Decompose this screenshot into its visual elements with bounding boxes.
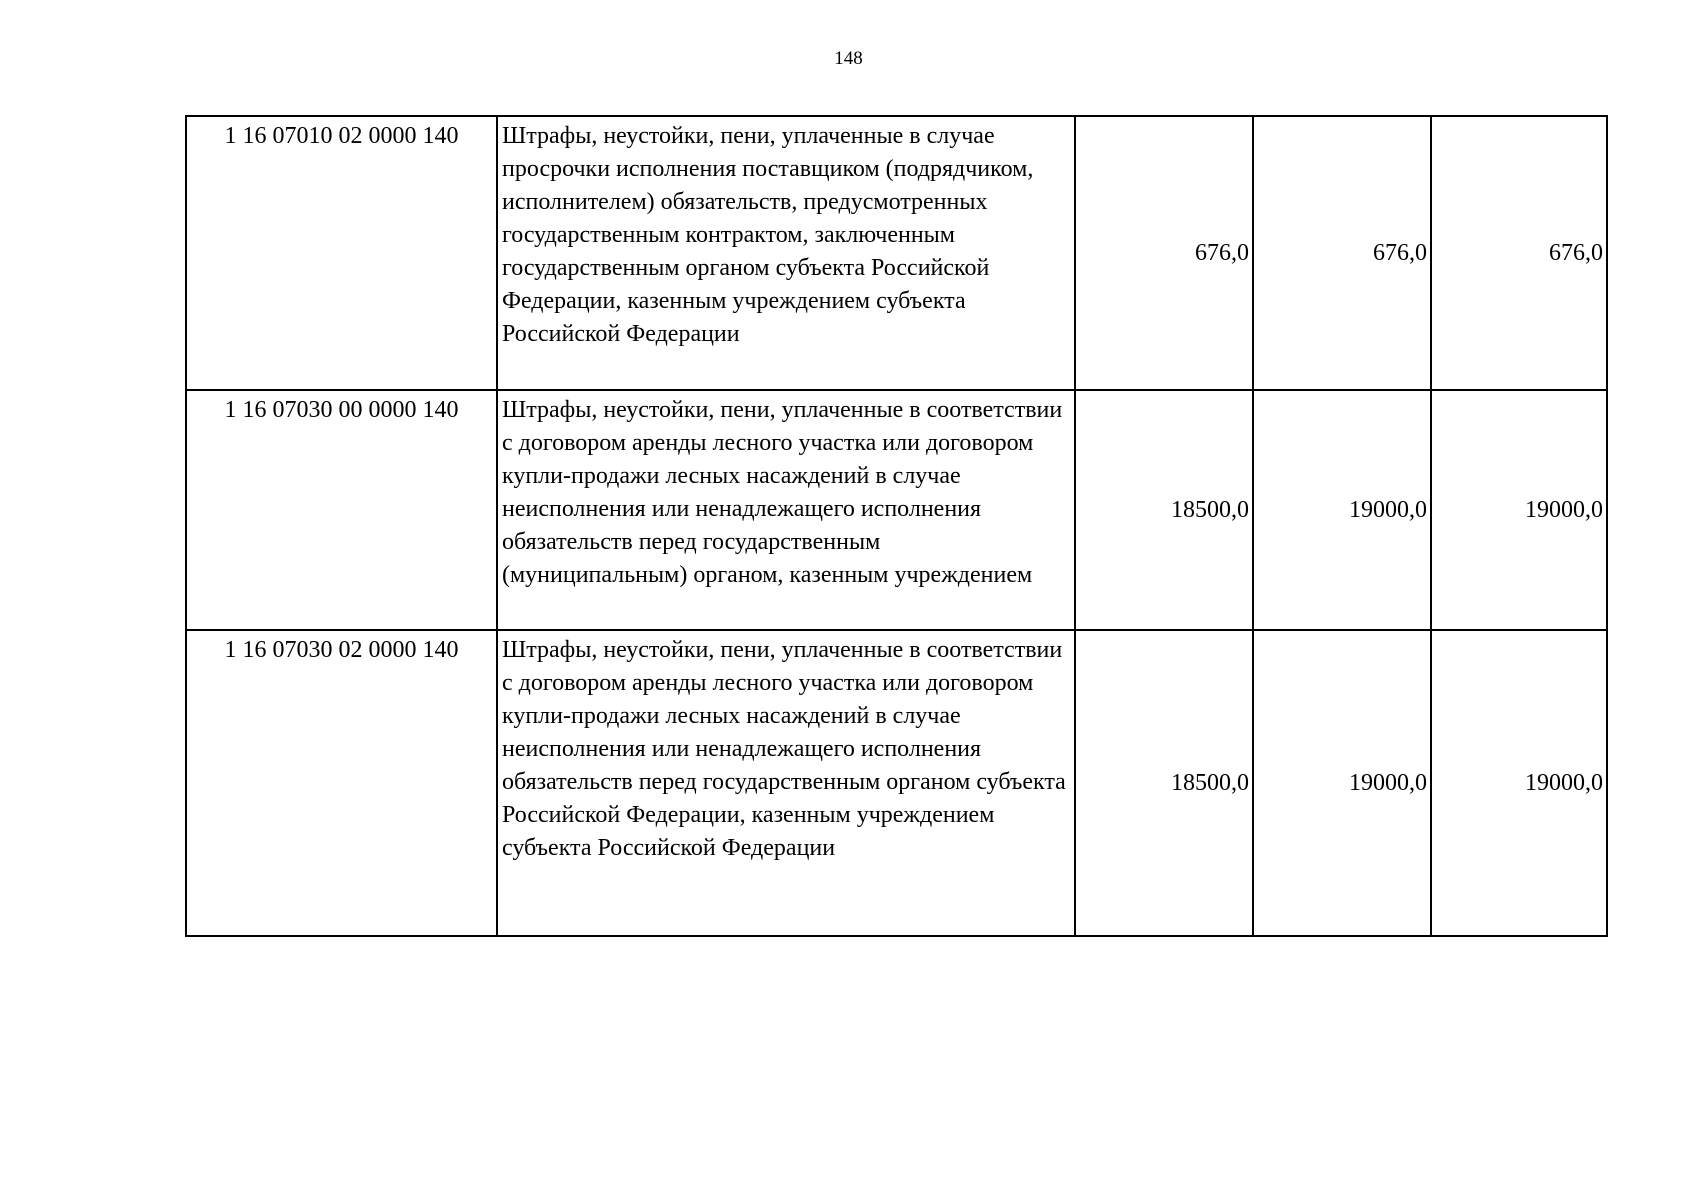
budget-revenue-table (185, 115, 1608, 937)
table-row (186, 630, 1607, 936)
value-cell-year-2: 19000,0 (1253, 630, 1431, 936)
value-cell-year-2: 19000,0 (1253, 390, 1431, 630)
value-cell-year-3: 676,0 (1431, 116, 1607, 390)
page-number: 148 (834, 48, 863, 69)
budget-code-cell: 1 16 07030 00 0000 140 (186, 390, 497, 630)
table-row (186, 390, 1607, 630)
value-cell-year-2: 676,0 (1253, 116, 1431, 390)
value-cell-year-1: 18500,0 (1075, 630, 1253, 936)
value-cell-year-1: 18500,0 (1075, 390, 1253, 630)
value-cell-year-3: 19000,0 (1431, 630, 1607, 936)
budget-code-cell: 1 16 07030 02 0000 140 (186, 630, 497, 936)
budget-code-cell: 1 16 07010 02 0000 140 (186, 116, 497, 390)
description-cell: Штрафы, неустойки, пени, уплаченные в соответствии с договором аренды лесного участка или договором купли-продажи лесных насаждений в случае неисполнения или ненадлежащего исполнения обязательств перед государственным (муниципальным) органом, казенным учреждением (497, 390, 1075, 630)
value-cell-year-1: 676,0 (1075, 116, 1253, 390)
value-cell-year-3: 19000,0 (1431, 390, 1607, 630)
description-cell: Штрафы, неустойки, пени, уплаченные в случае просрочки исполнения поставщиком (подрядчиком, исполнителем) обязательств, предусмотренных государственным контрактом, заключенным государственным органом субъекта Российской Федерации, казенным учреждением субъекта Российской Федерации (497, 116, 1075, 390)
description-cell: Штрафы, неустойки, пени, уплаченные в соответствии с договором аренды лесного участка или договором купли-продажи лесных насаждений в случае неисполнения или ненадлежащего исполнения обязательств перед государственным органом субъекта Российской Федерации, казенным учреждением субъекта Российской Федерации (497, 630, 1075, 936)
table-row (186, 116, 1607, 390)
